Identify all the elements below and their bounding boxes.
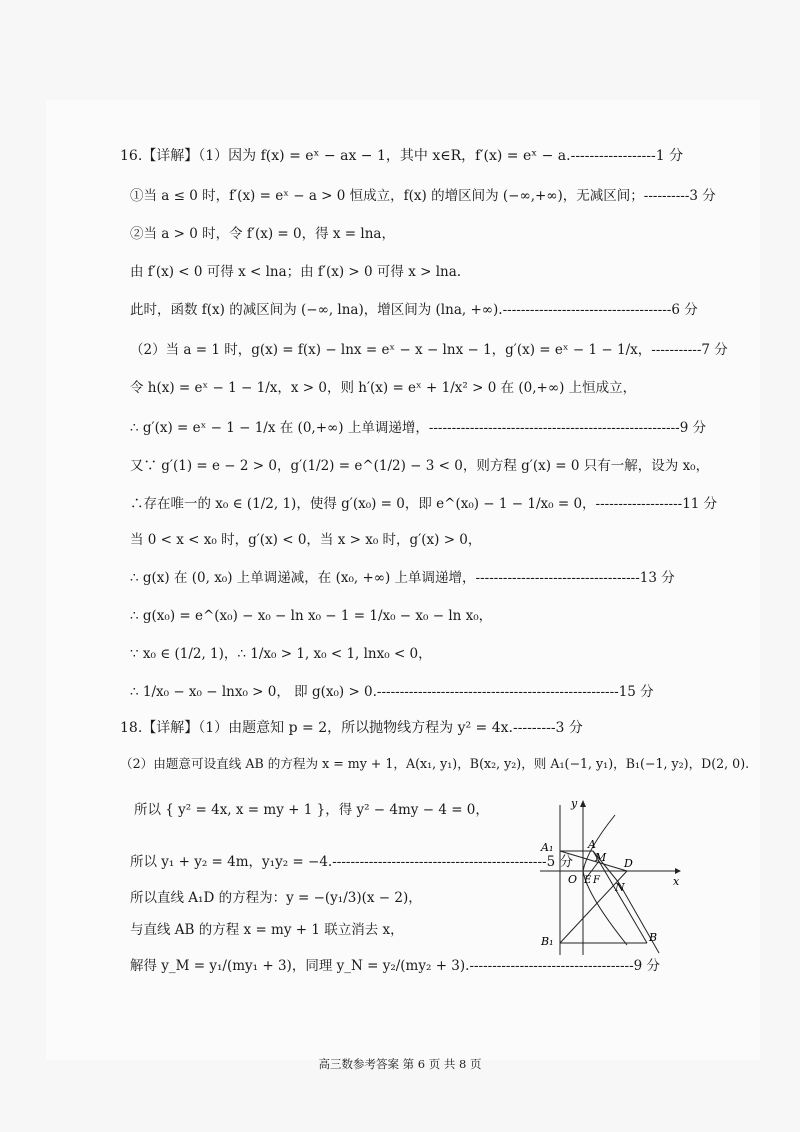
x-axis-arrow [675, 868, 681, 874]
q16-part2-intro: （2）当 a = 1 时，g(x) = f(x) − lnx = eˣ − x − lnx − 1，g′(x) = eˣ − 1 − 1/x，-----------7 分 [130, 342, 728, 358]
parabola-figure [535, 795, 685, 960]
label-e: E [584, 875, 592, 886]
q18-header-line: 18.【详解】（1）由题意知 p = 2，所以抛物线方程为 y² = 4x.---------3 分 [120, 720, 583, 736]
q18-system: 所以 { y² = 4x, x = my + 1 }，得 y² − 4my − 4 = 0， [134, 802, 489, 818]
chord-ab [593, 851, 647, 943]
q16-case-2-detail: 由 f′(x) < 0 可得 x < lna；由 f′(x) > 0 可得 x > lna. [130, 264, 462, 280]
label-b: B [649, 931, 658, 944]
label-y: y [571, 797, 578, 810]
q16-g-monotone: ∴ g(x) 在 (0, x₀) 上单调递减，在 (x₀, +∞) 上单调递增，------------------------------------13 分 [130, 570, 675, 586]
label-a1: A₁ [541, 841, 554, 854]
q16-g-min: ∴ g(x₀) = e^(x₀) − x₀ − ln x₀ − 1 = 1/x₀ − x₀ − ln x₀， [130, 608, 493, 624]
q18-line-a1d: 所以直线 A₁D 的方程为：y = −(y₁/3)(x − 2)， [130, 890, 422, 906]
label-d: D [624, 857, 633, 870]
label-a: A [588, 838, 596, 851]
q18-part2-setup: （2）由题意可设直线 AB 的方程为 x = my + 1，A(x₁, y₁)，B(x₂, y₂)，则 A₁(−1, y₁)，B₁(−1, y₂)，D(2, 0). [120, 756, 750, 771]
q16-header-line: 16.【详解】（1）因为 f(x) = eˣ − ax − 1，其中 x∈R，f′(x) = eˣ − a.------------------1 分 [120, 148, 684, 164]
q16-unique-root: ∴存在唯一的 x₀ ∈ (1/2, 1)，使得 g′(x₀) = 0，即 e^(x₀) − 1 − 1/x₀ = 0，-------------------11 分 [130, 496, 718, 512]
label-n: N [615, 881, 625, 894]
q16-bounds: ∵ x₀ ∈ (1/2, 1)，∴ 1/x₀ > 1, x₀ < 1, lnx₀ < 0， [130, 646, 432, 662]
q16-monotone: ∴ g′(x) = eˣ − 1 − 1/x 在 (0,+∞) 上单调递增，-------------------------------------------------------9 分 [130, 420, 707, 436]
q18-vieta: 所以 y₁ + y₂ = 4m，y₁y₂ = −4.-----------------------------------------------5 分 [130, 854, 573, 870]
q16-ivt: 又∵ g′(1) = e − 2 > 0，g′(1/2) = e^(1/2) − 3 < 0，则方程 g′(x) = 0 只有一解，设为 x₀， [130, 458, 710, 474]
q16-sign: 当 0 < x < x₀ 时，g′(x) < 0，当 x > x₀ 时，g′(x) > 0， [130, 532, 482, 548]
page-footer: 高三数参考答案 第 6 页 共 8 页 [318, 1057, 482, 1071]
q18-ym-yn: 解得 y_M = y₁/(my₁ + 3)，同理 y_N = y₂/(my₂ + 3).------------------------------------9 分 [130, 958, 661, 974]
q16-case-1: ①当 a ≤ 0 时，f′(x) = eˣ − a > 0 恒成立，f(x) 的增区间为 (−∞,+∞)，无减区间；----------3 分 [130, 188, 716, 204]
q18-eliminate: 与直线 AB 的方程 x = my + 1 联立消去 x， [130, 922, 404, 938]
label-x: x [673, 875, 680, 888]
label-o: O [568, 873, 578, 886]
q16-conclusion: ∴ 1/x₀ − x₀ − lnx₀ > 0， 即 g(x₀) > 0.-----------------------------------------------------15 分 [130, 684, 654, 700]
q16-h-def: 令 h(x) = eˣ − 1 − 1/x，x > 0，则 h′(x) = eˣ + 1/x² > 0 在 (0,+∞) 上恒成立， [130, 380, 637, 396]
q16-intervals: 此时，函数 f(x) 的减区间为 (−∞, lna)，增区间为 (lna, +∞).-------------------------------------6 分 [130, 302, 698, 318]
q16-case-2: ②当 a > 0 时，令 f′(x) = 0，得 x = lna， [130, 226, 395, 242]
label-b1: B₁ [541, 935, 554, 948]
label-f: F [593, 875, 600, 886]
label-m: M [595, 851, 607, 864]
y-axis-arrow [580, 800, 586, 807]
